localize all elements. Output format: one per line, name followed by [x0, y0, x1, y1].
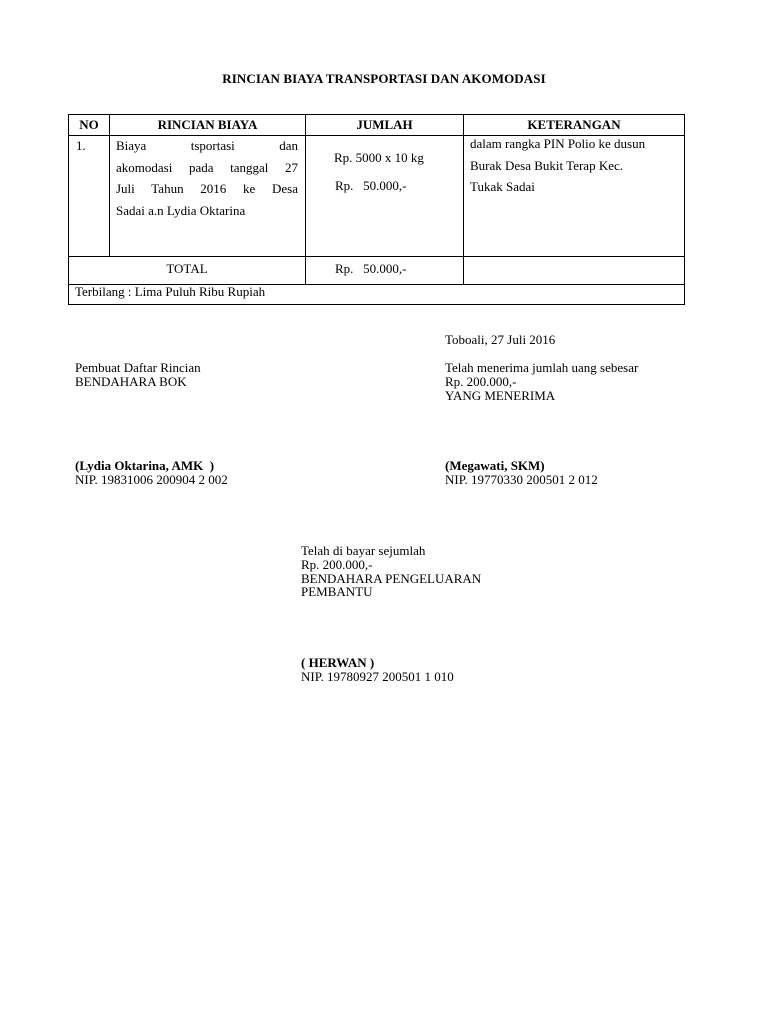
center-role-line1: BENDAHARA PENGELUARAN — [301, 571, 482, 586]
right-role: YANG MENERIMA — [445, 388, 556, 403]
column-divider-rincian — [305, 115, 306, 284]
header-jumlah: JUMLAH — [356, 117, 413, 132]
keterangan-line: dalam rangka PIN Polio ke dusun — [470, 136, 646, 151]
header-rincian-biaya: RINCIAN BIAYA — [157, 117, 258, 132]
right-signatory-nip: NIP. 19770330 200501 2 012 — [445, 472, 598, 487]
keterangan-line: Tukak Sadai — [470, 179, 535, 194]
center-signatory-name: ( HERWAN ) — [301, 655, 375, 670]
left-role-position: BENDAHARA BOK — [75, 374, 187, 389]
keterangan-line: Burak Desa Bukit Terap Kec. — [470, 157, 623, 173]
left-signatory-nip: NIP. 19831006 200904 2 002 — [75, 472, 228, 487]
header-keterangan: KETERANGAN — [527, 117, 621, 132]
center-amount: Rp. 200.000,- — [301, 557, 373, 572]
center-statement: Telah di bayar sejumlah — [301, 543, 426, 558]
row-no: 1. — [76, 138, 86, 153]
right-signatory-name: (Megawati, SKM) — [445, 458, 545, 473]
jumlah-amount: Rp. 50.000,- — [335, 178, 407, 193]
rincian-line: Juli Tahun 2016 ke Desa — [116, 181, 298, 196]
total-label: TOTAL — [166, 261, 208, 276]
column-divider-no — [109, 115, 110, 256]
header-no: NO — [79, 117, 99, 132]
center-signatory-nip: NIP. 19780927 200501 1 010 — [301, 669, 454, 684]
page-title: RINCIAN BIAYA TRANSPORTASI DAN AKOMODASI — [222, 71, 546, 86]
cost-table — [68, 114, 685, 305]
row-divider — [69, 256, 684, 257]
column-divider-jumlah — [463, 115, 464, 284]
left-role-title: Pembuat Daftar Rincian — [75, 360, 201, 375]
rincian-line: Biaya tsportasi dan — [116, 138, 298, 153]
center-role-line2: PEMBANTU — [301, 584, 373, 599]
jumlah-calculation: Rp. 5000 x 10 kg — [334, 150, 424, 165]
place-date: Toboali, 27 Juli 2016 — [445, 332, 556, 347]
total-value: Rp. 50.000,- — [335, 261, 407, 276]
right-statement: Telah menerima jumlah uang sebesar — [445, 360, 639, 375]
right-amount: Rp. 200.000,- — [445, 374, 517, 389]
rincian-cell — [116, 135, 298, 221]
rincian-line: Sadai a.n Lydia Oktarina — [116, 202, 246, 218]
terbilang-text: Terbilang : Lima Puluh Ribu Rupiah — [75, 284, 266, 299]
keterangan-cell — [470, 133, 685, 198]
rincian-line: akomodasi pada tanggal 27 — [116, 159, 298, 175]
left-signatory-name: (Lydia Oktarina, AMK ) — [75, 458, 215, 473]
